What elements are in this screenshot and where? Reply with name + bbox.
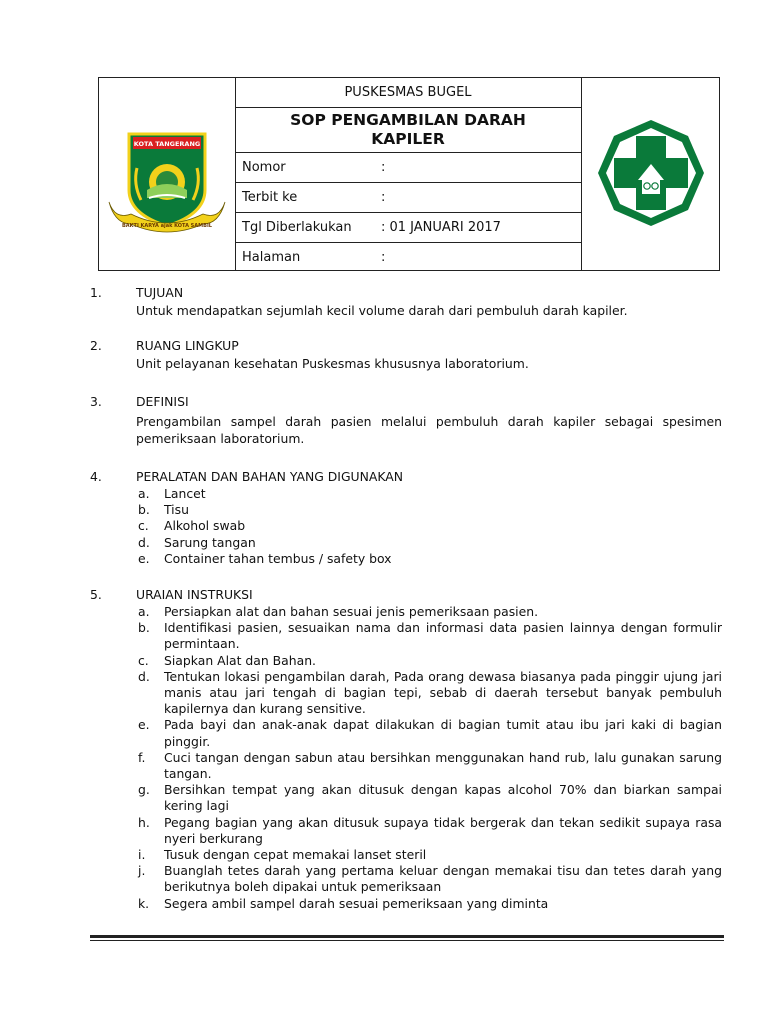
list-item <box>136 551 722 567</box>
instruction-list <box>136 604 722 912</box>
section-number: 3. <box>90 394 102 409</box>
puskesmas-cross-logo-icon <box>596 118 706 228</box>
list-text: Container tahan tembus / safety box <box>164 550 392 566</box>
list-marker: a. <box>138 486 150 501</box>
list-text: Pada bayi dan anak-anak dapat dilakukan di bagian tumit atau ibu jari kaki di bagian pinggir. <box>164 717 722 749</box>
list-marker: b. <box>138 502 150 518</box>
list-text: Buanglah tetes darah yang pertama keluar dengan memakai tisu dan tetes darah yang berikutnya boleh dipakai untuk pemeriksaan <box>164 863 722 895</box>
kota-tangerang-logo-icon <box>107 128 227 238</box>
list-text: Tusuk dengan cepat memakai lanset steril <box>164 847 427 863</box>
sop-header-table <box>98 77 720 271</box>
list-item <box>136 669 722 718</box>
list-marker: j. <box>138 863 146 879</box>
list-text: Bersihkan tempat yang akan ditusuk dengan kapas alcohol 70% dan biarkan sampai kering lagi <box>164 782 722 814</box>
list-text: Siapkan Alat dan Bahan. <box>164 652 316 668</box>
title-line-1: SOP PENGAMBILAN DARAH <box>290 111 526 129</box>
list-item <box>136 486 722 502</box>
list-item <box>136 604 722 620</box>
list-item <box>136 653 722 669</box>
list-item <box>136 847 722 863</box>
list-text: Lancet <box>164 486 206 501</box>
section-body: Untuk mendapatkan sejumlah kecil volume darah dari pembuluh darah kapiler. <box>136 303 628 318</box>
list-marker: k. <box>138 895 150 911</box>
list-text: Tisu <box>164 502 189 518</box>
section-title: RUANG LINGKUP <box>136 338 239 353</box>
row-halaman <box>235 243 581 270</box>
list-marker: e. <box>138 717 150 733</box>
footer-rule-thick <box>90 935 724 938</box>
list-item <box>136 535 722 551</box>
tgl-value: : 01 JANUARI 2017 <box>381 220 501 235</box>
section-title: URAIAN INSTRUKSI <box>136 587 253 602</box>
list-item <box>136 717 722 749</box>
list-text: Persiapkan alat dan bahan sesuai jenis pemeriksaan pasien. <box>164 604 539 619</box>
nomor-value: : <box>381 160 386 175</box>
halaman-value: : <box>381 250 386 265</box>
logo-cell <box>99 78 236 270</box>
terbit-label: Terbit ke <box>242 190 298 205</box>
list-item <box>136 782 722 814</box>
list-marker: d. <box>138 668 150 684</box>
list-item <box>136 896 722 912</box>
list-text: Tentukan lokasi pengambilan darah, Pada orang dewasa biasanya pada pinggir ujung jari manis atau jari tengah di bagian tepi, sebab di daerah tersebut banyak pembuluh kapilernya dan kurang sensitive. <box>164 668 722 717</box>
list-marker: h. <box>138 814 150 830</box>
equipment-list <box>136 486 722 567</box>
section-title: DEFINISI <box>136 394 189 409</box>
org-name: PUSKESMAS BUGEL <box>235 78 581 108</box>
list-item <box>136 502 722 518</box>
list-marker: c. <box>138 652 149 668</box>
list-marker: f. <box>138 749 146 765</box>
row-terbit <box>235 183 581 213</box>
list-marker: a. <box>138 604 150 619</box>
list-item <box>136 518 722 534</box>
list-marker: e. <box>138 550 150 566</box>
puskesmas-logo-cell <box>581 78 720 270</box>
list-marker: b. <box>138 620 150 636</box>
list-text: Cuci tangan dengan sabun atau bersihkan menggunakan hand rub, lalu gunakan sarung tangan. <box>164 749 722 782</box>
logo-top-text: KOTA TANGERANG <box>133 140 201 148</box>
terbit-value: : <box>381 190 386 205</box>
section-number: 4. <box>90 469 102 484</box>
list-item <box>136 815 722 847</box>
list-text: Identifikasi pasien, sesuaikan nama dan informasi data pasien lainnya dengan formulir permintaan. <box>164 620 722 652</box>
section-title: TUJUAN <box>136 285 184 300</box>
header-middle <box>235 78 581 270</box>
nomor-label: Nomor <box>242 160 286 175</box>
row-nomor <box>235 153 581 183</box>
section-body: Prengambilan sampel darah pasien melalui pembuluh darah kapiler sebagai spesimen pemeriksaan laboratorium. <box>136 414 722 446</box>
list-marker: g. <box>138 782 150 798</box>
list-marker: d. <box>138 534 150 550</box>
section-number: 5. <box>90 587 102 602</box>
list-item <box>136 750 722 782</box>
list-text: Alkohol swab <box>164 518 246 534</box>
halaman-label: Halaman <box>242 250 301 265</box>
section-number: 2. <box>90 338 102 353</box>
list-text: Pegang bagian yang akan ditusuk supaya tidak bergerak dan tekan sedikit supaya rasa nyeri berkurang <box>164 814 722 846</box>
logo-banner-text: BAKTI KARYA ajak KOTA SAMBIL <box>121 223 213 229</box>
list-item <box>136 863 722 895</box>
tgl-label: Tgl Diberlakukan <box>242 220 352 235</box>
row-tgl <box>235 213 581 243</box>
list-marker: i. <box>138 847 146 863</box>
list-text: Sarung tangan <box>164 534 256 550</box>
list-text: Segera ambil sampel darah sesuai pemeriksaan yang diminta <box>164 895 549 911</box>
section-body: Unit pelayanan kesehatan Puskesmas khususnya laboratorium. <box>136 356 529 371</box>
document-title <box>235 108 581 153</box>
list-marker: c. <box>138 518 149 534</box>
section-number: 1. <box>90 285 102 300</box>
title-line-2: KAPILER <box>371 130 445 148</box>
list-item <box>136 620 722 652</box>
footer-rule-thin <box>90 940 724 941</box>
section-title: PERALATAN DAN BAHAN YANG DIGUNAKAN <box>136 469 404 484</box>
